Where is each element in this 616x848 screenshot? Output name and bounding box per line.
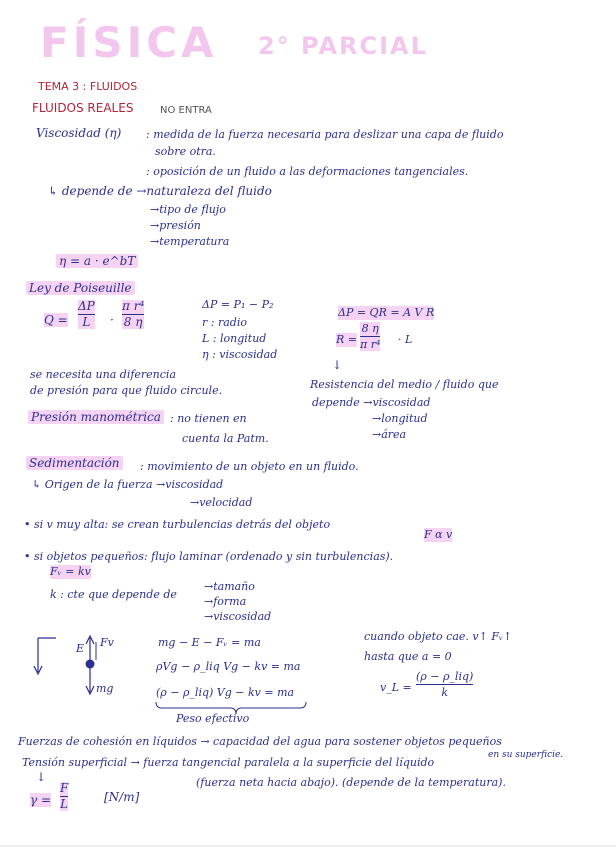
var-eta: η : viscosidad (202, 348, 278, 361)
surface-tension-note: (fuerza neta hacia abajo). (depende de la temperatura). (196, 776, 506, 789)
vl-lhs: v_L = (380, 681, 412, 694)
q-num-2: π r⁴ (122, 299, 145, 313)
viscosity-def-2: : oposición de un fluido a las deformaciones tangenciales. (146, 165, 469, 178)
force-proportional: F α v (424, 528, 453, 541)
not-included-note: NO ENTRA (160, 105, 212, 116)
fraction-bar (416, 684, 473, 685)
resistance-2: depende →viscosidad (312, 396, 431, 409)
viscosity-label: Viscosidad (η) (36, 126, 122, 140)
vl-den: k (441, 686, 448, 699)
viscosity-dep-item: →tipo de flujo (150, 203, 226, 216)
manometric-text-1: : no tienen en (170, 412, 247, 425)
k-item: →viscosidad (204, 610, 272, 623)
var-r: r : radio (202, 316, 247, 329)
q-den-1: L (82, 315, 91, 329)
viscosity-dep-item: →temperatura (150, 235, 230, 248)
pressure-need-2: de presión para que fluido circule. (30, 384, 223, 397)
viscosity-depends: ↳ depende de →naturaleza del fluido (48, 184, 272, 198)
real-fluids-heading: FLUIDOS REALES (32, 101, 134, 115)
pressure-need-1: se necesita una diferencia (30, 368, 177, 381)
force-origin: ↳ Origen de la fuerza →viscosidad (32, 478, 224, 491)
viscosity-def-1b: sobre otra. (155, 145, 216, 158)
delta-p-qr: ΔP = QR = A V R (338, 306, 435, 319)
surface-tension-line: Tensión superficial → fuerza tangencial paralela a la superficie del líquido (22, 756, 435, 769)
k-item: →forma (204, 595, 247, 608)
down-arrow: ↓ (332, 358, 343, 372)
r-den: π r⁴ (360, 338, 381, 351)
q-num-1: ΔP (78, 299, 95, 313)
falling-note-1: cuando objeto cae. v↑ Fᵥ↑ (364, 630, 513, 643)
equation-3: (ρ − ρ_liq) Vg − kv = ma (156, 686, 295, 699)
gamma-fraction (60, 782, 68, 811)
q-den-2: 8 η (123, 315, 143, 329)
high-velocity-note: • si v muy alta: se crean turbulencias detrás del objeto (24, 518, 331, 531)
page-subtitle: 2° PARCIAL (258, 32, 428, 60)
fv-formula: Fᵥ = kv (50, 565, 91, 578)
poiseuille-label: Ley de Poiseuille (26, 281, 135, 295)
viscosity-dep-item: →presión (150, 219, 201, 232)
gamma-num: F (60, 781, 69, 795)
q-dot: · (110, 313, 114, 327)
gamma-lhs: γ = (30, 793, 52, 807)
small-objects-note: • si objetos pequeños: flujo laminar (ordenado y sin turbulencias). (24, 550, 394, 563)
resistance-item: →longitud (372, 412, 428, 425)
k-item: →tamaño (204, 580, 255, 593)
viscosity-def-1: : medida de la fuerza necesaria para deslizar una capa de fluido (146, 128, 504, 141)
sedimentation-text: : movimiento de un objeto en un fluido. (140, 460, 359, 473)
r-tail: · L (398, 333, 413, 346)
sedimentation-label: Sedimentación (26, 456, 123, 470)
page-title: FÍSICA (40, 18, 218, 67)
topic-heading: TEMA 3 : FLUIDOS (38, 80, 138, 93)
manometric-label: Presión manométrica (28, 410, 164, 424)
force-fv-label: Fv (100, 636, 114, 649)
manometric-text-2: cuenta la Patm. (182, 432, 269, 445)
equation-2: ρVg − ρ_liq Vg − kv = ma (156, 660, 301, 673)
equation-1: mg − E − Fᵥ = ma (158, 636, 261, 649)
force-mg-label: mg (96, 682, 114, 695)
gamma-den: L (60, 797, 69, 811)
vl-fraction (416, 670, 473, 699)
r-num: 8 η (361, 322, 379, 335)
var-l: L : longitud (202, 332, 267, 345)
delta-p-def: ΔP = P₁ − P₂ (202, 298, 274, 311)
cohesion-line: Fuerzas de cohesión en líquidos → capacidad del agua para sostener objetos pequeños (18, 735, 502, 748)
surface-note: en su superficie. (488, 750, 564, 760)
vl-num: (ρ − ρ_liq) (416, 670, 474, 683)
viscosity-formula: η = a · e^bT (56, 254, 138, 268)
effective-weight-label: Peso efectivo (176, 712, 250, 725)
falling-note-2: hasta que a = 0 (364, 650, 452, 663)
force-e-label: E (76, 642, 85, 655)
resistance-1: Resistencia del medio / fluido que (310, 378, 499, 391)
resistance-item: →área (372, 428, 407, 441)
down-arrow: ↓ (36, 770, 47, 784)
q-lhs: Q = (44, 313, 68, 327)
gamma-units: [N/m] (104, 790, 140, 804)
r-lhs: R = (336, 333, 357, 346)
force-origin-2: →velocidad (190, 496, 253, 509)
k-definition: k : cte que depende de (50, 588, 177, 601)
